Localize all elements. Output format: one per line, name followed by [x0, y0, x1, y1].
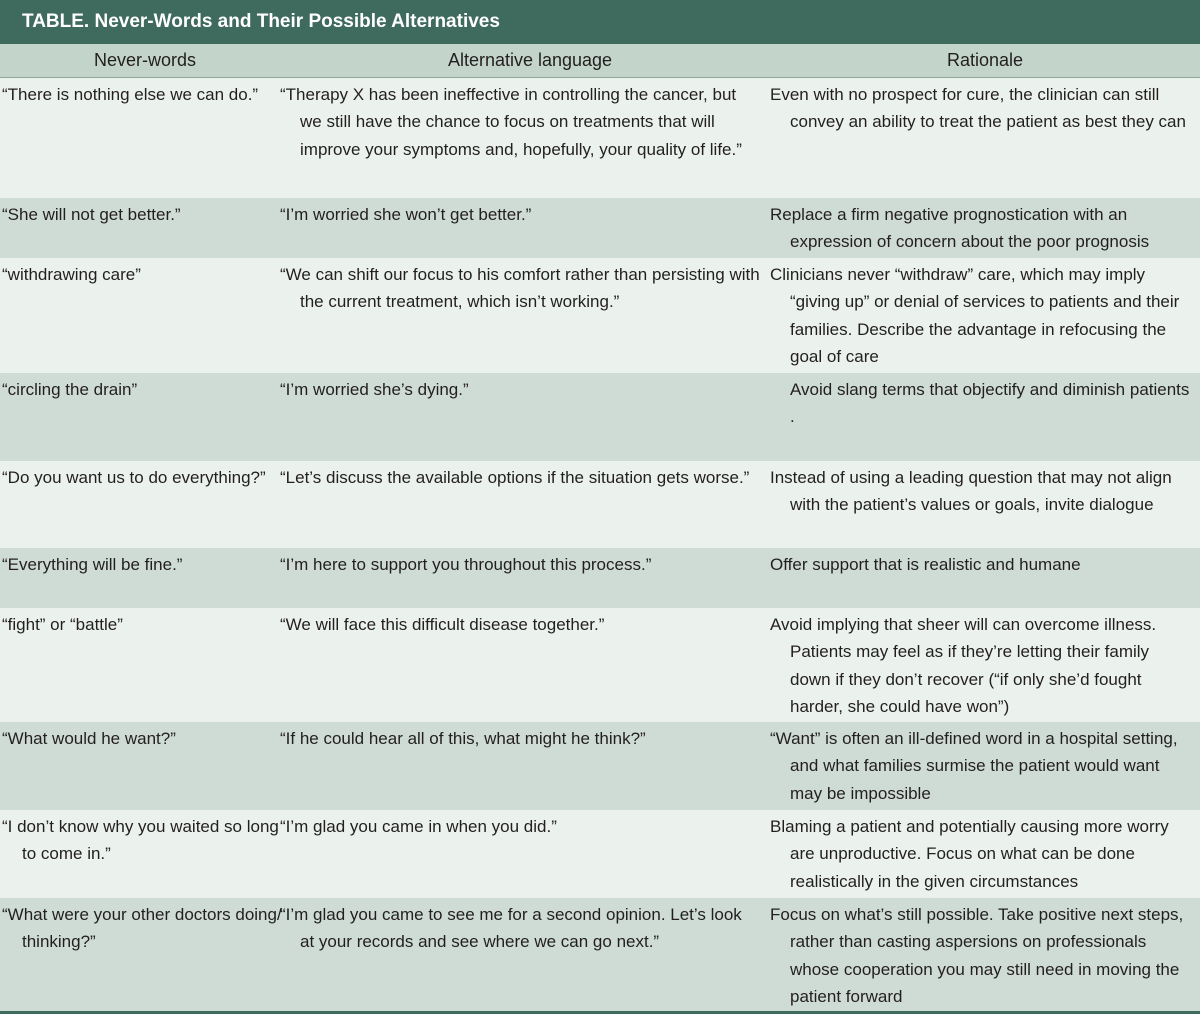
- rationale-cell: Focus on what’s still possible. Take positive next steps, rather than casting aspersions on professionals whose cooperation you may still need in moving the patient forward: [770, 905, 1184, 1007]
- rationale-cell: Avoid implying that sheer will can overcome illness. Patients may feel as if they’re letting their family down if they don’t recover (“if only she’d fought harder, she could have won”): [770, 615, 1157, 717]
- header-never-words: Never-words: [93, 50, 197, 70]
- never-word-cell: “She will not get better.”: [2, 205, 181, 224]
- never-word-cell: “What would he want?”: [2, 729, 176, 748]
- table-row: [0, 461, 1200, 548]
- table-row: [0, 198, 1200, 258]
- alternative-cell: “I’m glad you came to see me for a second opinion. Let’s look at your records and see where we can go next.”: [280, 905, 742, 952]
- table-header-row: [0, 44, 1200, 78]
- table-title: TABLE. Never-Words and Their Possible Alternatives: [0, 0, 1200, 44]
- alternative-cell: “I’m glad you came in when you did.”: [280, 817, 557, 836]
- never-word-cell: “There is nothing else we can do.”: [2, 85, 259, 104]
- table-bottom-rule: [0, 1011, 1200, 1014]
- rationale-cell: “Want” is often an ill-defined word in a hospital setting, and what families surmise the patient would want may be impossible: [770, 729, 1178, 803]
- never-word-cell: “Everything will be fine.”: [2, 555, 183, 574]
- table-row: [0, 78, 1200, 198]
- rationale-cell: Even with no prospect for cure, the clinician can still convey an ability to treat the patient as best they can: [770, 85, 1186, 132]
- alternative-cell: “We will face this difficult disease together.”: [280, 615, 605, 634]
- rationale-cell: Offer support that is realistic and humane: [770, 555, 1081, 574]
- rationale-stray-mark: .: [790, 407, 795, 427]
- rationale-cell: Clinicians never “withdraw” care, which may imply “giving up” or denial of services to patients and their families. Describe the advantage in refocusing the goal of care: [770, 265, 1180, 367]
- header-alternative-language: Alternative language: [447, 50, 613, 70]
- table-row: [0, 898, 1200, 1012]
- rationale-text: Avoid slang terms that objectify and diminish patients: [790, 380, 1190, 399]
- never-word-cell: “I don’t know why you waited so long to come in.”: [2, 817, 279, 864]
- alternative-cell: “I’m worried she won’t get better.”: [280, 205, 532, 224]
- alternative-cell: “Let’s discuss the available options if the situation gets worse.”: [280, 468, 750, 487]
- never-word-cell: “What were your other doctors doing/ thinking?”: [2, 905, 282, 952]
- table-row: [0, 373, 1200, 461]
- table-row: [0, 548, 1200, 608]
- rationale-cell: Blaming a patient and potentially causing more worry are unproductive. Focus on what can be done realistically in the given circumstances: [770, 817, 1169, 891]
- table-row: [0, 608, 1200, 722]
- never-word-cell: “withdrawing care”: [2, 265, 141, 284]
- rationale-cell-group: [770, 373, 1200, 461]
- alternative-cell: “We can shift our focus to his comfort rather than persisting with the current treatment, which isn’t working.”: [280, 265, 760, 312]
- table-row: [0, 722, 1200, 810]
- alternative-cell: “Therapy X has been ineffective in controlling the cancer, but we still have the chance to focus on treatments that will improve your symptoms and, hopefully, your quality of life.”: [280, 85, 742, 159]
- alternative-cell: “If he could hear all of this, what might he think?”: [280, 729, 646, 748]
- alternative-cell: “I’m worried she’s dying.”: [280, 380, 469, 399]
- rationale-cell: Instead of using a leading question that may not align with the patient’s values or goals, invite dialogue: [770, 468, 1172, 515]
- never-word-cell: “circling the drain”: [2, 380, 138, 399]
- header-rationale: Rationale: [946, 50, 1024, 70]
- alternative-cell: “I’m here to support you throughout this process.”: [280, 555, 652, 574]
- never-word-cell: “Do you want us to do everything?”: [2, 468, 266, 487]
- rationale-cell: Replace a firm negative prognostication with an expression of concern about the poor prognosis: [770, 205, 1150, 252]
- never-word-cell: “fight” or “battle”: [2, 615, 123, 634]
- table-row: [0, 810, 1200, 898]
- table-row: [0, 258, 1200, 373]
